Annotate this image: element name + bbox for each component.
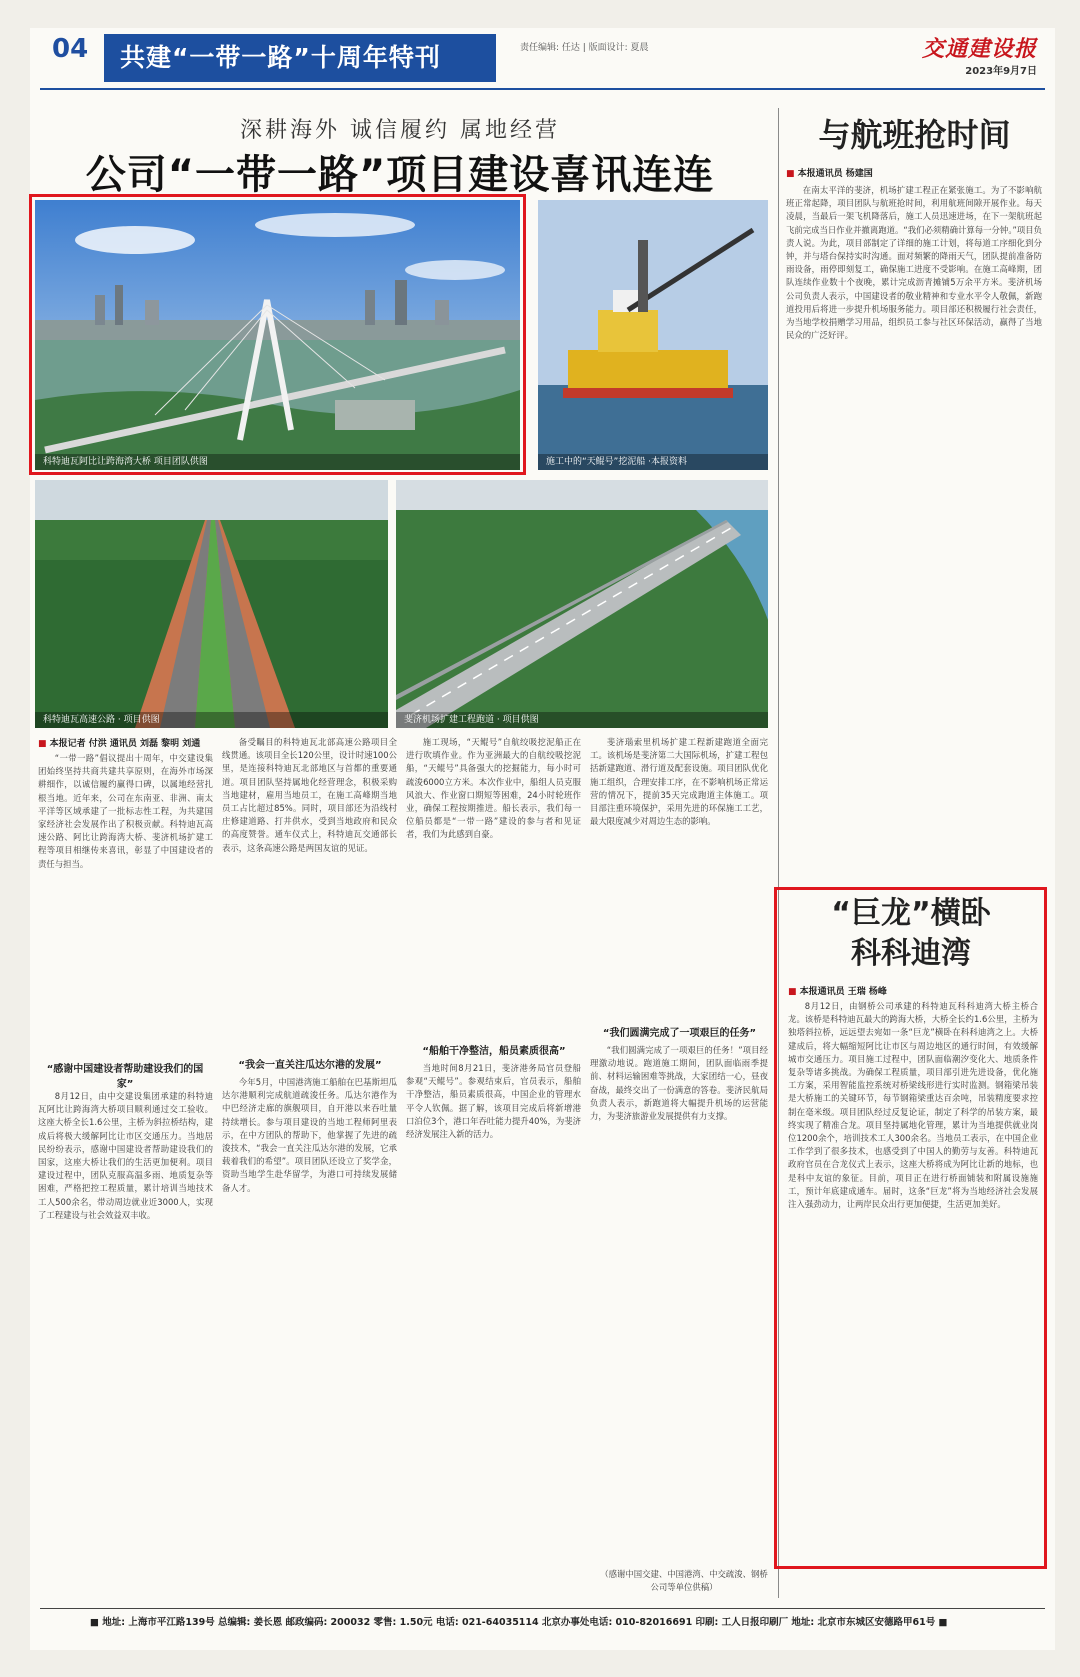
photo-caption: 斐济机场扩建工程跑道 · 项目供图 [396, 712, 768, 728]
article-col1-subhead: “感谢中国建设者帮助建设我们的国家” [46, 1064, 204, 1090]
main-subtitle: 深耕海外 诚信履约 属地经营 [240, 118, 560, 143]
article-col3-text2: 当地时间8月21日，斐济港务局官员登船参观“天鲲号”。参观结束后，官员表示，船舶干净整洁，船员素质很高，中国企业的管理水平令人钦佩。据了解，该项目完成后将新增港口泊位3个，港口年吞吐能力提升40%，为斐济经济发展注入新的活力。 [406, 1063, 581, 1140]
newspaper-page [30, 28, 1055, 1650]
dragon-title-line2: 科科迪湾 [851, 936, 971, 971]
article-col4-text2: “我们圆满完成了一项艰巨的任务！”项目经理激动地说。跑道施工期间，团队面临雨季提前、材料运输困难等挑战，大家团结一心，昼夜奋战，最终交出了一份满意的答卷。斐济民航局负责人表示，新跑道将大幅提升机场的运营能力，为斐济旅游业发展提供有力支撑。 [590, 1045, 768, 1122]
highlight-box-bridge [29, 194, 526, 475]
main-byline: ■ 本报记者 付洪 通讯员 刘磊 黎明 刘通 [38, 736, 200, 749]
masthead-logo: 交通建设报 [921, 36, 1037, 62]
page-number: 04 [52, 34, 89, 64]
photo-runway [396, 480, 768, 728]
article-col2-text2: 今年5月，中国港湾施工船舶在巴基斯坦瓜达尔港顺利完成航道疏浚任务。瓜达尔港作为中巴经济走廊的旗舰项目，自开港以来吞吐量持续增长。参与项目建设的当地工程师阿里表示，在中方团队的帮助下，他掌握了先进的疏浚技术，“我会一直关注瓜达尔港的发展，它承载着我们的希望”。项目团队还设立了奖学金，资助当地学生赴华留学，为港口可持续发展储备人才。 [222, 1077, 397, 1193]
article-col4-text: 斐济瑙索里机场扩建工程新建跑道全面完工。该机场是斐济第二大国际机场，扩建工程包括新建跑道、滑行道及配套设施。项目团队优化施工组织，合理安排工序，在不影响机场正常运营的情况下，提前35天完成跑道主体施工。项目部注重环境保护，采用先进的环保施工工艺，最大限度减少对周边生态的影响。 [590, 737, 768, 827]
sidebar-text: 在南太平洋的斐济，机场扩建工程正在紧张施工。为了不影响航班正常起降，项目团队与航班抢时间，利用航班间隙开展作业。每天凌晨，当最后一架飞机降落后，施工人员迅速进场，在下一架航班起飞前完成当日作业并撤离跑道。“我们必须精确计算每一分钟。”项目负责人说。为此，项目部制定了详细的施工计划，将每道工序细化到分钟，并与塔台保持实时沟通。面对频繁的降雨天气，团队提前准备防雨设备，雨停即刻复工，确保施工进度不受影响。在施工高峰期，团队连续作业数十个夜晚，累计完成沥青摊铺5万余平方米。斐济机场公司负责人表示，中国建设者的敬业精神和专业水平令人敬佩，新跑道投用后将进一步提升机场服务能力。项目部还积极履行社会责任，为当地学校捐赠学习用品，组织员工参与社区环保活动，赢得了当地民众的广泛好评。 [786, 185, 1042, 341]
dragon-title [782, 894, 1040, 974]
article-col2-subhead: “我会一直关注瓜达尔港的发展” [238, 1060, 382, 1071]
article-col4-note: （感谢中国交建、中国港湾、中交疏浚、钢桥公司等单位供稿） [600, 1569, 768, 1593]
photo-caption: 施工中的“天鲲号”挖泥船 ·本报资料 [538, 454, 768, 470]
article-col2-text: 备受瞩目的科特迪瓦北部高速公路项目全线贯通。该项目全长120公里，设计时速100公里，是连接科特迪瓦北部地区与首都的重要通道。项目团队坚持属地化经营理念，积极采购当地建材，雇用当地员工，在施工高峰期当地员工占比超过85%。同时，项目部还为沿线村庄修建道路、打井供水，受到当地政府和民众的高度赞誉。通车仪式上，科特迪瓦交通部长表示，这条高速公路是两国友谊的见证。 [222, 737, 397, 853]
dragon-byline: ■ 本报通讯员 王瑞 杨峰 [788, 984, 887, 997]
main-headline: 公司“一带一路”项目建设喜讯连连 [85, 152, 715, 198]
sidebar-title: 与航班抢时间 [818, 116, 1011, 154]
footer-rule [40, 1608, 1045, 1609]
header-rule [40, 88, 1045, 90]
photo-caption: 科特迪瓦高速公路 · 项目供图 [35, 712, 388, 728]
issue-date: 2023年9月7日 [965, 66, 1037, 77]
dragon-title-line1: “巨龙”横卧 [831, 896, 991, 931]
section-banner: 共建“一带一路”十周年特刊 [104, 34, 496, 82]
editor-credits: 责任编辑: 任达 | 版面设计: 夏晨 [520, 43, 649, 53]
article-col1-text: “一带一路”倡议提出十周年，中交建设集团始终坚持共商共建共享原则，在海外市场深耕细作，以诚信履约赢得口碑，以属地经营扎根当地。近年来，公司在东南亚、非洲、南太平洋等区域承建了一批标志性工程，为共建国家经济社会发展作出了积极贡献。科特迪瓦高速公路、阿比让跨海湾大桥、斐济机场扩建工程等项目相继传来喜讯，彰显了中国建设者的责任与担当。 [38, 753, 213, 869]
article-col1-text2: 8月12日，由中交建设集团承建的科特迪瓦阿比让跨海湾大桥项目顺利通过交工验收。这座大桥全长1.6公里，主桥为斜拉桥结构，建成后将极大缓解阿比让市区交通压力。当地居民纷纷表示，感谢中国建设者帮助建设我们的国家，这座大桥让我们的生活更加便利。项目建设过程中，团队克服高温多雨、地质复杂等困难，严格把控工程质量，累计培训当地技术工人500余名，带动周边就业近3000人，实现了工程建设与社会效益双丰收。 [38, 1091, 213, 1220]
article-col3-subhead: “船舶干净整洁，船员素质很高” [422, 1046, 566, 1057]
article-col4-subhead: “我们圆满完成了一项艰巨的任务” [602, 1028, 757, 1039]
sidebar-byline: ■ 本报通讯员 杨建国 [786, 166, 873, 179]
highway-photo-image [35, 480, 388, 728]
photo-highway [35, 480, 388, 728]
dragon-text: 8月12日，由钢桥公司承建的科特迪瓦科科迪湾大桥主桥合龙。该桥是科特迪瓦最大的跨海大桥，大桥全长约1.6公里，主桥为独塔斜拉桥，远远望去宛如一条“巨龙”横卧在科科迪湾之上。大桥建成后，将大幅缩短阿比让市区与周边地区的通行时间，有效缓解城市交通压力。项目施工过程中，团队面临潮汐变化大、地质条件复杂等诸多挑战。为确保工程质量，项目部引进先进设备，优化施工方案，采用智能监控系统对桥梁线形进行实时监测。钢箱梁吊装是大桥施工的关键环节，每节钢箱梁重达百余吨，吊装精度要求控制在毫米级。项目团队经过反复论证，制定了科学的吊装方案，最终实现了精准合龙。项目坚持属地化管理，累计为当地提供就业岗位1200余个，培训技术工人300余名。当地员工表示，在中国企业工作学到了很多技术，也感受到了中国人的勤劳与友善。科特迪瓦政府官员在合龙仪式上表示，这座大桥将成为阿比让新的地标，也是科中友谊的象征。目前，项目正在进行桥面铺装和附属设施施工，预计年底建成通车。届时，这条“巨龙”将为当地经济社会发展注入强劲动力，让两岸民众出行更加便捷，生活更加美好。 [788, 1001, 1038, 1210]
dredger-photo-image [538, 200, 768, 470]
photo-caption: 科特迪瓦阿比让跨海湾大桥 项目团队供图 [35, 454, 520, 470]
photo-dredger [538, 200, 768, 470]
article-col3-text: 施工现场，“天鲲号”自航绞吸挖泥船正在进行吹填作业。作为亚洲最大的自航绞吸挖泥船，“天鲲号”具备强大的挖掘能力，每小时可疏浚6000立方米。本次作业中，船组人员克服风浪大、作业窗口期短等困难，24小时轮班作业，确保工程按期推进。船长表示，我们每一位船员都是“一带一路”建设的参与者和见证者，我们为此感到自豪。 [406, 737, 581, 840]
footer-info: ■ 地址: 上海市平江路139号 总编辑: 姜长恩 邮政编码: 200032 零售: 1.50元 电话: 021-64035114 北京办事处电话: 010-82016691 印刷: 工人日报印刷厂 地址: 北京市东城区安德路甲61号 ■ [90, 1617, 948, 1628]
runway-photo-image [396, 480, 768, 728]
